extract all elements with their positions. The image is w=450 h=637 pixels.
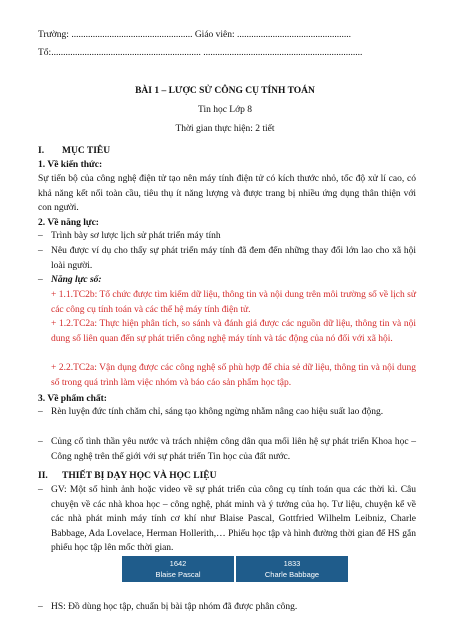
skills-heading: 2. Về năng lực: xyxy=(38,218,99,228)
quality-text: Rèn luyện đức tính chăm chỉ, sáng tạo không ngừng nhằm nâng cao hiệu suất lao động. xyxy=(51,407,384,417)
section-2-title: THIẾT BỊ DẠY HỌC VÀ HỌC LIỆU xyxy=(62,471,217,481)
student-materials xyxy=(38,600,416,615)
dash-bullet: – xyxy=(38,246,43,256)
section-1-title: MỤC TIÊU xyxy=(62,146,111,156)
digital-competence-item xyxy=(38,273,416,288)
dash-bullet: – xyxy=(38,485,43,495)
group-line: Tổ:............................................................... ................................................................... xyxy=(38,48,363,58)
skill-text: Nêu được ví dụ cho thấy sự phát triển máy tính đã đem đến những thay đổi lớn lao cho xã hội loài người. xyxy=(51,246,416,271)
skill-text: Trình bày sơ lược lịch sử phát triển máy tính xyxy=(51,231,221,241)
skill-item xyxy=(38,244,416,273)
digital-item xyxy=(38,361,416,390)
digital-item xyxy=(38,317,416,346)
section-2-heading xyxy=(38,470,416,482)
section-2-number: II. xyxy=(38,471,48,481)
dash-bullet: – xyxy=(38,602,43,612)
quality-text: Củng cố tình thần yêu nước và trách nhiệm công dân qua mối liên hệ sự phát triển Khoa học – Công nghệ trên thế giới với sự phát triển Tin học của đất nước. xyxy=(51,437,416,462)
knowledge-heading: 1. Về kiến thức: xyxy=(38,160,103,170)
skill-item xyxy=(38,229,416,244)
lesson-title: BÀI 1 – LƯỢC SỬ CÔNG CỤ TÍNH TOÁN xyxy=(135,86,315,96)
dash-bullet: – xyxy=(38,231,43,241)
timeline-name: Blaise Pascal xyxy=(155,570,201,579)
section-1-number: I. xyxy=(38,146,45,156)
duration-line: Thời gian thực hiện: 2 tiết xyxy=(175,124,275,134)
school-teacher-line: Trường: ................................................... Giáo viên: ................................................ xyxy=(38,30,352,40)
timeline-figure xyxy=(0,555,450,585)
teacher-materials-text: GV: Một số hình ảnh hoặc video về sự phát triển của công cụ tính toán qua các thời kì. Câu chuyện về các nhà khoa học – công nghệ, phát minh và ý tưởng của họ. Tư liệu, chuyện kể về các nhà phát minh máy tính cơ khí như Blaise Pascal, Gottfried Wilhelm Leibniz, Charle Babbage, Ada Lovelace, Herman Hollerith,… Phiếu học tập và hình đường thời gian để HS gắn phiếu học tập lên mốc thời gian. xyxy=(51,485,416,553)
timeline-year: 1642 xyxy=(169,559,187,568)
dash-bullet: – xyxy=(38,275,43,285)
quality-item xyxy=(38,435,416,464)
digital-item-text: + 1.1.TC2b: Tổ chức được tìm kiếm dữ liệu, thông tin và nội dung trên môi trường số về lịch sử các công cụ tính toán và các thế hệ máy tính điện tử. xyxy=(51,290,416,315)
subject-line: Tin học Lớp 8 xyxy=(197,105,253,115)
timeline-entry xyxy=(236,556,348,582)
teacher-materials xyxy=(38,483,416,556)
dash-bullet: – xyxy=(38,407,43,417)
student-materials-text: HS: Đồ dùng học tập, chuẩn bị bài tập nhóm đã được phân công. xyxy=(51,602,298,612)
timeline-year: 1833 xyxy=(283,559,301,568)
dash-bullet: – xyxy=(38,437,43,447)
timeline-entry xyxy=(122,556,234,582)
digital-item xyxy=(38,288,416,317)
digital-heading: Năng lực số: xyxy=(51,275,102,285)
timeline-name: Charle Babbage xyxy=(264,570,320,579)
digital-item-text: + 2.2.TC2a: Vận dụng được các công nghệ số phù hợp để chia sẻ dữ liệu, thông tin và nội dung số trong quá trình làm việc nhóm và báo cáo sản phẩm học tập. xyxy=(51,363,416,388)
quality-item xyxy=(38,405,416,420)
section-1-heading xyxy=(38,145,416,157)
knowledge-paragraph: Sự tiến bộ của công nghệ điện tử tạo nên máy tính điện tử có kích thước nhỏ, tốc độ xử lí cao, có khả năng kết nối toàn cầu, tiêu thụ ít năng lượng và được trang bị nhiều ứng dụng thân thiện với con người. xyxy=(38,174,416,213)
quality-heading: 3. Về phẩm chất: xyxy=(38,394,107,404)
digital-item-text: + 1.2.TC2a: Thực hiện phân tích, so sánh và đánh giá được các nguồn dữ liệu, thông tin và nội dung số liên quan đến sự phát triển công nghệ máy tính và tác động của nó đối với xã hội. xyxy=(51,319,416,344)
